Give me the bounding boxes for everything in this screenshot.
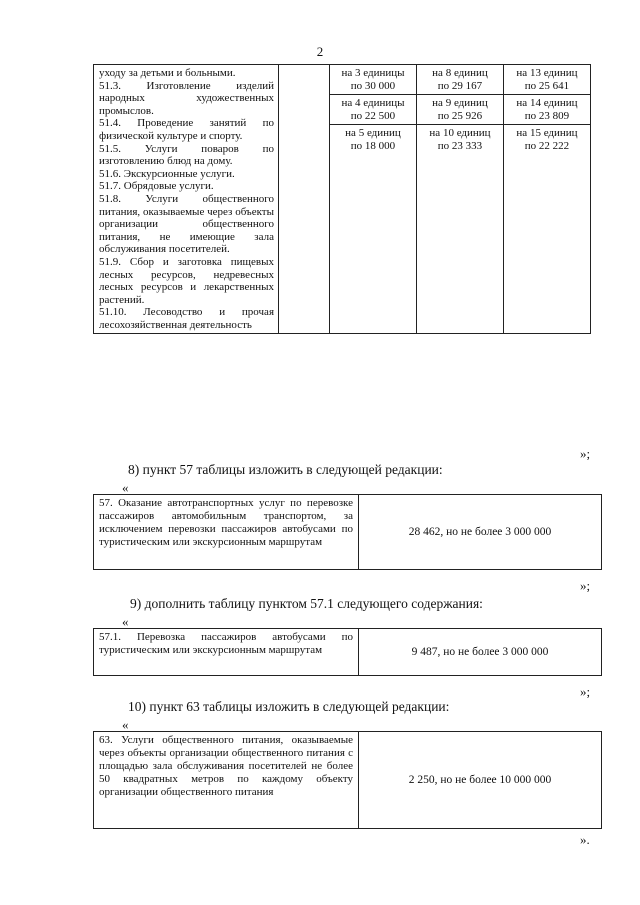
empty-column-cell bbox=[279, 65, 330, 334]
opening-quote: « bbox=[122, 480, 129, 495]
service-line: 51.7. Обрядовые услуги. bbox=[99, 180, 214, 193]
opening-quote: « bbox=[122, 717, 129, 732]
value-entry: на 5 единиц по 18 000 bbox=[345, 127, 401, 152]
opening-quote: « bbox=[122, 614, 129, 629]
service-description: 57. Оказание автотранспортных услуг по перевозке пассажиров автомобильным транспортом, за исключением перевозки пассажиров автобусами по туристическим или экскурсионным маршрутам bbox=[94, 495, 359, 570]
tax-value: 2 250, но не более 10 000 000 bbox=[359, 732, 602, 829]
service-description: 63. Услуги общественного питания, оказываемые через объекты организации общественного питания с площадью зала обслуживания посетителей не более 50 квадратных метров по каждому объекту организации общественного питания bbox=[94, 732, 359, 829]
amendment-table-57 bbox=[93, 494, 602, 570]
value-entry: на 9 единиц по 25 926 bbox=[417, 95, 503, 125]
services-list-cell bbox=[94, 65, 279, 334]
closing-quote: ». bbox=[580, 832, 590, 847]
service-line: 51.9. Сбор и заготовка пищевых лесных ресурсов, недревесных лесных ресурсов и лекарственных растений. bbox=[99, 255, 274, 306]
value-column-2 bbox=[417, 65, 504, 334]
service-line: 51.3. Изготовление изделий народных художественных промыслов. bbox=[99, 79, 274, 117]
tax-value: 9 487, но не более 3 000 000 bbox=[359, 629, 602, 676]
service-line: уходу за детьми и больными. bbox=[99, 67, 236, 79]
value-entry: на 4 единицы по 22 500 bbox=[330, 95, 416, 125]
service-line: 51.5. Услуги поваров по изготовлению блюд на дому. bbox=[99, 142, 274, 168]
value-column-1 bbox=[330, 65, 417, 334]
closing-quote: »; bbox=[580, 578, 591, 593]
amendment-heading: 9) дополнить таблицу пунктом 57.1 следующего содержания: bbox=[130, 596, 483, 611]
service-line: 51.10. Лесоводство и прочая лесохозяйственная деятельность bbox=[99, 306, 274, 331]
tax-value: 28 462, но не более 3 000 000 bbox=[359, 495, 602, 570]
amendment-heading: 10) пункт 63 таблицы изложить в следующей редакции: bbox=[128, 699, 450, 714]
service-line: 51.6. Экскурсионные услуги. bbox=[99, 167, 235, 180]
value-entry: на 15 единиц по 22 222 bbox=[516, 127, 578, 152]
amendment-table-57-1 bbox=[93, 628, 602, 676]
amendment-table-63 bbox=[93, 731, 602, 829]
service-line: 51.8. Услуги общественного питания, оказываемые через объекты организации общественного питания, не имеющие зала обслуживания посетителей. bbox=[99, 192, 274, 256]
value-entry: на 10 единиц по 23 333 bbox=[429, 127, 491, 152]
value-column-3 bbox=[504, 65, 591, 334]
closing-quote: »; bbox=[580, 446, 591, 461]
page-number: 2 bbox=[316, 44, 324, 59]
value-entry: на 14 единиц по 23 809 bbox=[504, 95, 590, 125]
value-entry: на 3 единицы по 30 000 bbox=[330, 65, 416, 95]
services-table-continuation bbox=[93, 64, 591, 334]
service-line: 51.4. Проведение занятий по физической культуре и спорту. bbox=[99, 117, 274, 142]
value-entry: на 8 единиц по 29 167 bbox=[417, 65, 503, 95]
amendment-heading: 8) пункт 57 таблицы изложить в следующей редакции: bbox=[128, 462, 443, 477]
closing-quote: »; bbox=[580, 684, 591, 699]
service-description: 57.1. Перевозка пассажиров автобусами по туристическим или экскурсионным маршрутам bbox=[94, 629, 359, 676]
value-entry: на 13 единиц по 25 641 bbox=[504, 65, 590, 95]
